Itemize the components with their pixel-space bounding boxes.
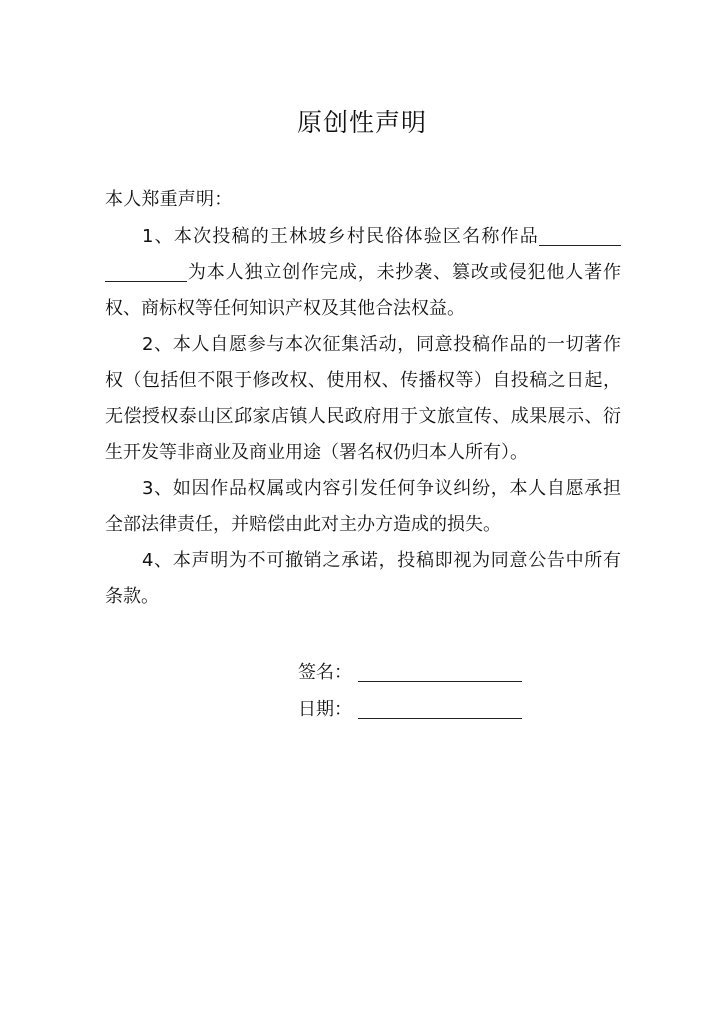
work-name-blank <box>539 244 621 246</box>
clause-4: 4、本声明为不可撤销之承诺，投稿即视为同意公告中所有条款。 <box>105 550 621 607</box>
date-label: 日期： <box>298 699 352 720</box>
clause-1 <box>105 219 621 327</box>
clause-2: 2、本人自愿参与本次征集活动，同意投稿作品的一切著作权（包括但不限于修改权、使用权、传播权等）自投稿之日起，无偿授权泰山区邱家店镇人民政府用于文旅宣传、成果展示、衍生开发等非商业及商业用途（署名权仍归本人所有）。 <box>105 334 621 463</box>
date-line <box>358 717 522 719</box>
signature-label: 签名： <box>298 662 352 683</box>
clause-1-text-b: 为本人独立创作完成，未抄袭、篡改或侵犯他人著作权、商标权等任何知识产权及其他合法权益。 <box>105 262 621 319</box>
clause-1-text-a: 1、本次投稿的王林坡乡村民俗体验区名称作品 <box>142 226 539 247</box>
clause-3: 3、如因作品权属或内容引发任何争议纠纷，本人自愿承担全部法律责任，并赔偿由此对主办方造成的损失。 <box>105 478 621 535</box>
signature-line <box>358 680 522 682</box>
page-title: 原创性声明 <box>296 108 427 137</box>
date-row <box>298 695 522 725</box>
signature-row <box>298 658 522 688</box>
salutation: 本人郑重声明： <box>105 189 233 210</box>
work-name-blank-continued <box>105 280 187 282</box>
